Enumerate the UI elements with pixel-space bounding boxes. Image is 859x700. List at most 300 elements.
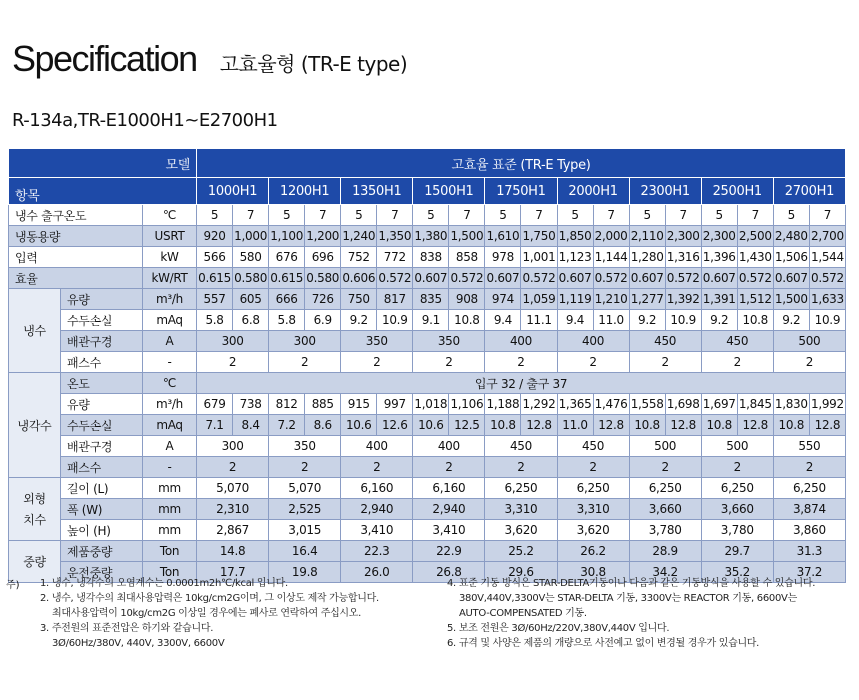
row-value: 29.6 xyxy=(485,562,557,583)
row-value: 500 xyxy=(701,436,773,457)
group-weight: 중량 xyxy=(9,541,61,583)
row-value: 30.8 xyxy=(557,562,629,583)
row-value: 5.8 xyxy=(269,310,305,331)
row-value: 10.6 xyxy=(413,415,449,436)
header-model-1200H1: 1200H1 xyxy=(269,178,341,205)
row-value: 0.607 xyxy=(485,268,521,289)
row-value: 0.607 xyxy=(557,268,593,289)
row-value: 2 xyxy=(341,457,413,478)
row-value: 14.8 xyxy=(197,541,269,562)
row-value: 0.572 xyxy=(449,268,485,289)
row-unit: Ton xyxy=(143,562,197,583)
row-value: 6,250 xyxy=(773,478,845,499)
header-row-models xyxy=(9,178,846,205)
row-value: 0.572 xyxy=(521,268,557,289)
row-value: 6,250 xyxy=(629,478,701,499)
row-value: 1,506 xyxy=(773,247,809,268)
row-value: 500 xyxy=(629,436,701,457)
row-value: 3,780 xyxy=(629,520,701,541)
row-value: 26.2 xyxy=(557,541,629,562)
row-value: 6.8 xyxy=(233,310,269,331)
row-value: 0.572 xyxy=(665,268,701,289)
row-value: 12.5 xyxy=(449,415,485,436)
row-value: 10.8 xyxy=(737,310,773,331)
note-line: 1. 냉수, 냉각수의 오염계수는 0.0001m2h℃/kcal 입니다. xyxy=(40,578,288,589)
row-value: 25.2 xyxy=(485,541,557,562)
row-value: 750 xyxy=(341,289,377,310)
row-value: 26.0 xyxy=(341,562,413,583)
row-value: 1,610 xyxy=(485,226,521,247)
row-value: 7 xyxy=(809,205,845,226)
spec-table xyxy=(8,148,846,583)
row-value: 2 xyxy=(269,352,341,373)
row-value: 450 xyxy=(701,331,773,352)
row-value: 1,200 xyxy=(305,226,341,247)
row-value: 5 xyxy=(413,205,449,226)
row-value: 0.572 xyxy=(809,268,845,289)
row-value: 3,874 xyxy=(773,499,845,520)
row-value: 1,500 xyxy=(449,226,485,247)
row-value: 9.1 xyxy=(413,310,449,331)
row-value: 2 xyxy=(701,457,773,478)
header-row-top xyxy=(9,149,846,178)
row-value: 3,620 xyxy=(557,520,629,541)
row-value: 3,620 xyxy=(485,520,557,541)
row-value: 1,633 xyxy=(809,289,845,310)
row-value: 1,698 xyxy=(665,394,701,415)
row-value: 2,500 xyxy=(737,226,773,247)
spec-row xyxy=(9,331,846,352)
row-unit: mAq xyxy=(143,310,197,331)
row-value: 817 xyxy=(377,289,413,310)
row-value: 10.9 xyxy=(377,310,413,331)
notes-left xyxy=(40,576,379,651)
row-value: 1,277 xyxy=(629,289,665,310)
note-line: 3. 주전원의 표준전압은 하기와 같습니다. xyxy=(40,623,214,634)
row-value: 915 xyxy=(341,394,377,415)
row-value: 2 xyxy=(557,352,629,373)
row-value: 752 xyxy=(341,247,377,268)
row-value: 5 xyxy=(485,205,521,226)
row-value: 2,525 xyxy=(269,499,341,520)
row-value: 10.8 xyxy=(485,415,521,436)
spec-row xyxy=(9,436,846,457)
row-value: 7 xyxy=(449,205,485,226)
row-value: 6,160 xyxy=(413,478,485,499)
header-model-2300H1: 2300H1 xyxy=(629,178,701,205)
row-value: 7 xyxy=(377,205,413,226)
row-unit: - xyxy=(143,352,197,373)
row-value: 6,250 xyxy=(701,478,773,499)
row-value: 1,100 xyxy=(269,226,305,247)
row-value: 679 xyxy=(197,394,233,415)
row-value: 300 xyxy=(197,331,269,352)
row-value: 580 xyxy=(233,247,269,268)
row-value: 19.8 xyxy=(269,562,341,583)
row-value: 11.0 xyxy=(593,310,629,331)
note-line: 6. 규격 및 사양은 제품의 개량으로 사전예고 없이 변경될 경우가 있습니다. xyxy=(447,638,760,649)
row-value: 2 xyxy=(773,457,845,478)
row-value: 7 xyxy=(305,205,341,226)
row-value: 676 xyxy=(269,247,305,268)
row-unit: m³/h xyxy=(143,394,197,415)
row-value: 31.3 xyxy=(773,541,845,562)
row-value: 2,110 xyxy=(629,226,665,247)
row-value: 1,119 xyxy=(557,289,593,310)
row-label: 제품중량 xyxy=(61,541,143,562)
row-label: 배관구경 xyxy=(61,436,143,457)
spec-row xyxy=(9,352,846,373)
row-value: 2,300 xyxy=(701,226,737,247)
row-unit: - xyxy=(143,457,197,478)
notes-right xyxy=(447,576,815,651)
group-cooling-water: 냉각수 xyxy=(9,373,61,478)
row-label: 유량 xyxy=(61,289,143,310)
group-dimensions xyxy=(9,478,61,541)
row-value: 26.8 xyxy=(413,562,485,583)
spec-row xyxy=(9,373,846,394)
page-title xyxy=(12,38,407,80)
row-value: 2,940 xyxy=(341,499,413,520)
row-value: 400 xyxy=(341,436,413,457)
row-value: 812 xyxy=(269,394,305,415)
row-value: 2 xyxy=(629,352,701,373)
note-line: 5. 보조 전원은 3Ø/60Hz/220V,380V,440V 입니다. xyxy=(447,623,670,634)
row-value: 5 xyxy=(701,205,737,226)
header-model-2700H1: 2700H1 xyxy=(773,178,845,205)
row-value: 12.6 xyxy=(377,415,413,436)
row-value: 1,188 xyxy=(485,394,521,415)
row-value: 2 xyxy=(341,352,413,373)
row-value: 2 xyxy=(269,457,341,478)
row-value: 12.8 xyxy=(737,415,773,436)
row-value: 9.2 xyxy=(701,310,737,331)
group-dimensions-line1: 외형 xyxy=(23,492,46,506)
row-unit: Ton xyxy=(143,541,197,562)
row-value: 1,380 xyxy=(413,226,449,247)
row-value: 1,123 xyxy=(557,247,593,268)
header-model-1000H1: 1000H1 xyxy=(197,178,269,205)
row-value: 3,660 xyxy=(701,499,773,520)
row-value: 5,070 xyxy=(197,478,269,499)
row-value: 5 xyxy=(629,205,665,226)
row-value: 2 xyxy=(557,457,629,478)
row-value: 29.7 xyxy=(701,541,773,562)
row-unit: mAq xyxy=(143,415,197,436)
row-value: 1,430 xyxy=(737,247,773,268)
row-value: 5 xyxy=(269,205,305,226)
row-label: 수두손실 xyxy=(61,415,143,436)
row-value: 0.615 xyxy=(197,268,233,289)
row-label: 입력 xyxy=(9,247,143,268)
row-value: 566 xyxy=(197,247,233,268)
header-model-1500H1: 1500H1 xyxy=(413,178,485,205)
row-value: 1,106 xyxy=(449,394,485,415)
note-line: 380V,440V,3300V는 STAR-DELTA 기동, 3300V는 REACTOR 기동, 6600V는 xyxy=(459,593,797,604)
row-value: 6.9 xyxy=(305,310,341,331)
spec-row xyxy=(9,310,846,331)
header-series-name: 고효율 표준 (TR-E Type) xyxy=(197,149,846,178)
row-value: 5 xyxy=(341,205,377,226)
row-value: 0.606 xyxy=(341,268,377,289)
row-value: 1,396 xyxy=(701,247,737,268)
row-value: 17.7 xyxy=(197,562,269,583)
row-value: 6,250 xyxy=(485,478,557,499)
row-value: 550 xyxy=(773,436,845,457)
row-value: 696 xyxy=(305,247,341,268)
row-unit: mm xyxy=(143,499,197,520)
row-value: 11.1 xyxy=(521,310,557,331)
row-value: 7 xyxy=(665,205,701,226)
row-value: 450 xyxy=(485,436,557,457)
note-line: 2. 냉수, 냉각수의 최대사용압력은 10kg/cm2G이며, 그 이상도 제작 가능합니다. xyxy=(40,593,379,604)
row-value: 0.607 xyxy=(629,268,665,289)
row-value: 5 xyxy=(773,205,809,226)
note-line: 4. 표준 기동 방식은 STAR-DELTA기동이나 다음과 같은 기동방식을 사용할 수 있습니다. xyxy=(447,578,816,589)
row-value: 3,310 xyxy=(557,499,629,520)
row-value: 838 xyxy=(413,247,449,268)
spec-row xyxy=(9,289,846,310)
row-value: 835 xyxy=(413,289,449,310)
row-value: 1,001 xyxy=(521,247,557,268)
row-value: 772 xyxy=(377,247,413,268)
row-value: 8.4 xyxy=(233,415,269,436)
row-value: 2 xyxy=(773,352,845,373)
row-value: 1,391 xyxy=(701,289,737,310)
row-value: 1,350 xyxy=(377,226,413,247)
row-label: 패스수 xyxy=(61,352,143,373)
row-value: 738 xyxy=(233,394,269,415)
title-main: Specification xyxy=(12,38,197,79)
row-label: 운전중량 xyxy=(61,562,143,583)
row-value: 34.2 xyxy=(629,562,701,583)
row-value: 7.1 xyxy=(197,415,233,436)
row-value: 1,544 xyxy=(809,247,845,268)
note-line: AUTO-COMPENSATED 기동. xyxy=(459,608,587,619)
row-value: 0.615 xyxy=(269,268,305,289)
row-value: 1,292 xyxy=(521,394,557,415)
row-value: 22.9 xyxy=(413,541,485,562)
row-value: 997 xyxy=(377,394,413,415)
row-value: 5,070 xyxy=(269,478,341,499)
row-label: 온도 xyxy=(61,373,143,394)
row-value: 858 xyxy=(449,247,485,268)
spec-row xyxy=(9,520,846,541)
row-value: 입구 32 / 출구 37 xyxy=(197,373,846,394)
row-value: 2 xyxy=(197,352,269,373)
row-label: 냉동용량 xyxy=(9,226,143,247)
row-value: 300 xyxy=(269,331,341,352)
row-value: 2 xyxy=(413,457,485,478)
header-model-2000H1: 2000H1 xyxy=(557,178,629,205)
row-value: 2,300 xyxy=(665,226,701,247)
row-unit: ℃ xyxy=(143,373,197,394)
row-value: 1,992 xyxy=(809,394,845,415)
row-value: 28.9 xyxy=(629,541,701,562)
spec-row xyxy=(9,499,846,520)
row-value: 1,476 xyxy=(593,394,629,415)
row-value: 3,015 xyxy=(269,520,341,541)
row-value: 0.572 xyxy=(377,268,413,289)
row-value: 0.572 xyxy=(737,268,773,289)
row-value: 1,500 xyxy=(773,289,809,310)
row-label: 패스수 xyxy=(61,457,143,478)
row-value: 6,250 xyxy=(557,478,629,499)
row-value: 1,697 xyxy=(701,394,737,415)
row-value: 0.607 xyxy=(413,268,449,289)
row-unit: ℃ xyxy=(143,205,197,226)
row-value: 9.2 xyxy=(341,310,377,331)
row-value: 2 xyxy=(629,457,701,478)
row-value: 0.607 xyxy=(773,268,809,289)
group-dimensions-line2: 치수 xyxy=(23,513,46,527)
spec-row xyxy=(9,268,846,289)
row-label: 폭 (W) xyxy=(61,499,143,520)
row-value: 7 xyxy=(737,205,773,226)
row-label: 냉수 출구온도 xyxy=(9,205,143,226)
row-value: 1,210 xyxy=(593,289,629,310)
row-value: 1,558 xyxy=(629,394,665,415)
row-value: 2 xyxy=(701,352,773,373)
row-value: 35.2 xyxy=(701,562,773,583)
spec-row xyxy=(9,478,846,499)
row-unit: mm xyxy=(143,520,197,541)
spec-row xyxy=(9,541,846,562)
group-cold-water: 냉수 xyxy=(9,289,61,373)
row-value: 1,830 xyxy=(773,394,809,415)
row-unit: USRT xyxy=(143,226,197,247)
row-label: 효율 xyxy=(9,268,143,289)
row-label: 유량 xyxy=(61,394,143,415)
row-value: 350 xyxy=(269,436,341,457)
row-value: 9.2 xyxy=(773,310,809,331)
row-value: 1,280 xyxy=(629,247,665,268)
row-value: 0.580 xyxy=(233,268,269,289)
header-model-1350H1: 1350H1 xyxy=(341,178,413,205)
row-value: 0.607 xyxy=(701,268,737,289)
note-line: 3Ø/60Hz/380V, 440V, 3300V, 6600V xyxy=(52,638,225,649)
row-value: 7 xyxy=(233,205,269,226)
row-value: 885 xyxy=(305,394,341,415)
row-value: 500 xyxy=(773,331,845,352)
row-value: 1,000 xyxy=(233,226,269,247)
row-value: 16.4 xyxy=(269,541,341,562)
row-value: 400 xyxy=(485,331,557,352)
row-value: 10.8 xyxy=(701,415,737,436)
row-value: 5.8 xyxy=(197,310,233,331)
row-value: 37.2 xyxy=(773,562,845,583)
row-label: 배관구경 xyxy=(61,331,143,352)
row-value: 7 xyxy=(593,205,629,226)
row-value: 557 xyxy=(197,289,233,310)
row-value: 10.9 xyxy=(809,310,845,331)
row-value: 8.6 xyxy=(305,415,341,436)
spec-row xyxy=(9,205,846,226)
row-value: 2,700 xyxy=(809,226,845,247)
row-value: 1,750 xyxy=(521,226,557,247)
row-value: 1,018 xyxy=(413,394,449,415)
row-value: 10.8 xyxy=(773,415,809,436)
row-value: 2 xyxy=(413,352,485,373)
row-value: 6,160 xyxy=(341,478,413,499)
row-value: 1,365 xyxy=(557,394,593,415)
row-value: 450 xyxy=(557,436,629,457)
row-value: 3,860 xyxy=(773,520,845,541)
row-label: 높이 (H) xyxy=(61,520,143,541)
row-value: 3,780 xyxy=(701,520,773,541)
row-value: 22.3 xyxy=(341,541,413,562)
row-unit: mm xyxy=(143,478,197,499)
row-value: 5 xyxy=(197,205,233,226)
spec-row xyxy=(9,394,846,415)
row-value: 726 xyxy=(305,289,341,310)
row-value: 1,059 xyxy=(521,289,557,310)
header-item-label: 항목 xyxy=(9,178,197,205)
row-value: 2,940 xyxy=(413,499,485,520)
row-value: 10.8 xyxy=(629,415,665,436)
row-value: 2 xyxy=(485,352,557,373)
row-value: 666 xyxy=(269,289,305,310)
row-value: 350 xyxy=(413,331,485,352)
row-value: 1,316 xyxy=(665,247,701,268)
row-value: 2 xyxy=(197,457,269,478)
notes-mark: 주) xyxy=(6,580,20,591)
row-value: 920 xyxy=(197,226,233,247)
spec-row xyxy=(9,415,846,436)
row-value: 2 xyxy=(485,457,557,478)
row-value: 1,392 xyxy=(665,289,701,310)
row-value: 450 xyxy=(629,331,701,352)
row-unit: A xyxy=(143,331,197,352)
row-value: 12.8 xyxy=(593,415,629,436)
row-value: 908 xyxy=(449,289,485,310)
row-value: 12.8 xyxy=(521,415,557,436)
row-unit: A xyxy=(143,436,197,457)
row-value: 1,512 xyxy=(737,289,773,310)
row-value: 978 xyxy=(485,247,521,268)
row-value: 10.8 xyxy=(449,310,485,331)
header-model-label: 모델 xyxy=(9,149,197,178)
row-value: 5 xyxy=(557,205,593,226)
row-value: 1,845 xyxy=(737,394,773,415)
row-value: 1,240 xyxy=(341,226,377,247)
row-value: 7.2 xyxy=(269,415,305,436)
row-unit: kW/RT xyxy=(143,268,197,289)
spec-row xyxy=(9,247,846,268)
row-value: 12.8 xyxy=(809,415,845,436)
row-value: 1,850 xyxy=(557,226,593,247)
row-value: 2,310 xyxy=(197,499,269,520)
note-line: 최대사용압력이 10kg/cm2G 이상일 경우에는 폐사로 연락하여 주십시오. xyxy=(52,608,362,619)
row-value: 3,410 xyxy=(413,520,485,541)
row-value: 11.0 xyxy=(557,415,593,436)
row-value: 400 xyxy=(557,331,629,352)
row-value: 9.4 xyxy=(557,310,593,331)
row-value: 3,660 xyxy=(629,499,701,520)
header-model-2500H1: 2500H1 xyxy=(701,178,773,205)
row-value: 605 xyxy=(233,289,269,310)
row-value: 350 xyxy=(341,331,413,352)
row-label: 길이 (L) xyxy=(61,478,143,499)
row-value: 9.4 xyxy=(485,310,521,331)
row-value: 2,867 xyxy=(197,520,269,541)
spec-row xyxy=(9,226,846,247)
row-unit: kW xyxy=(143,247,197,268)
row-value: 400 xyxy=(413,436,485,457)
row-value: 3,410 xyxy=(341,520,413,541)
row-value: 0.572 xyxy=(593,268,629,289)
title-sub: 고효율형 (TR-E type) xyxy=(219,52,408,76)
